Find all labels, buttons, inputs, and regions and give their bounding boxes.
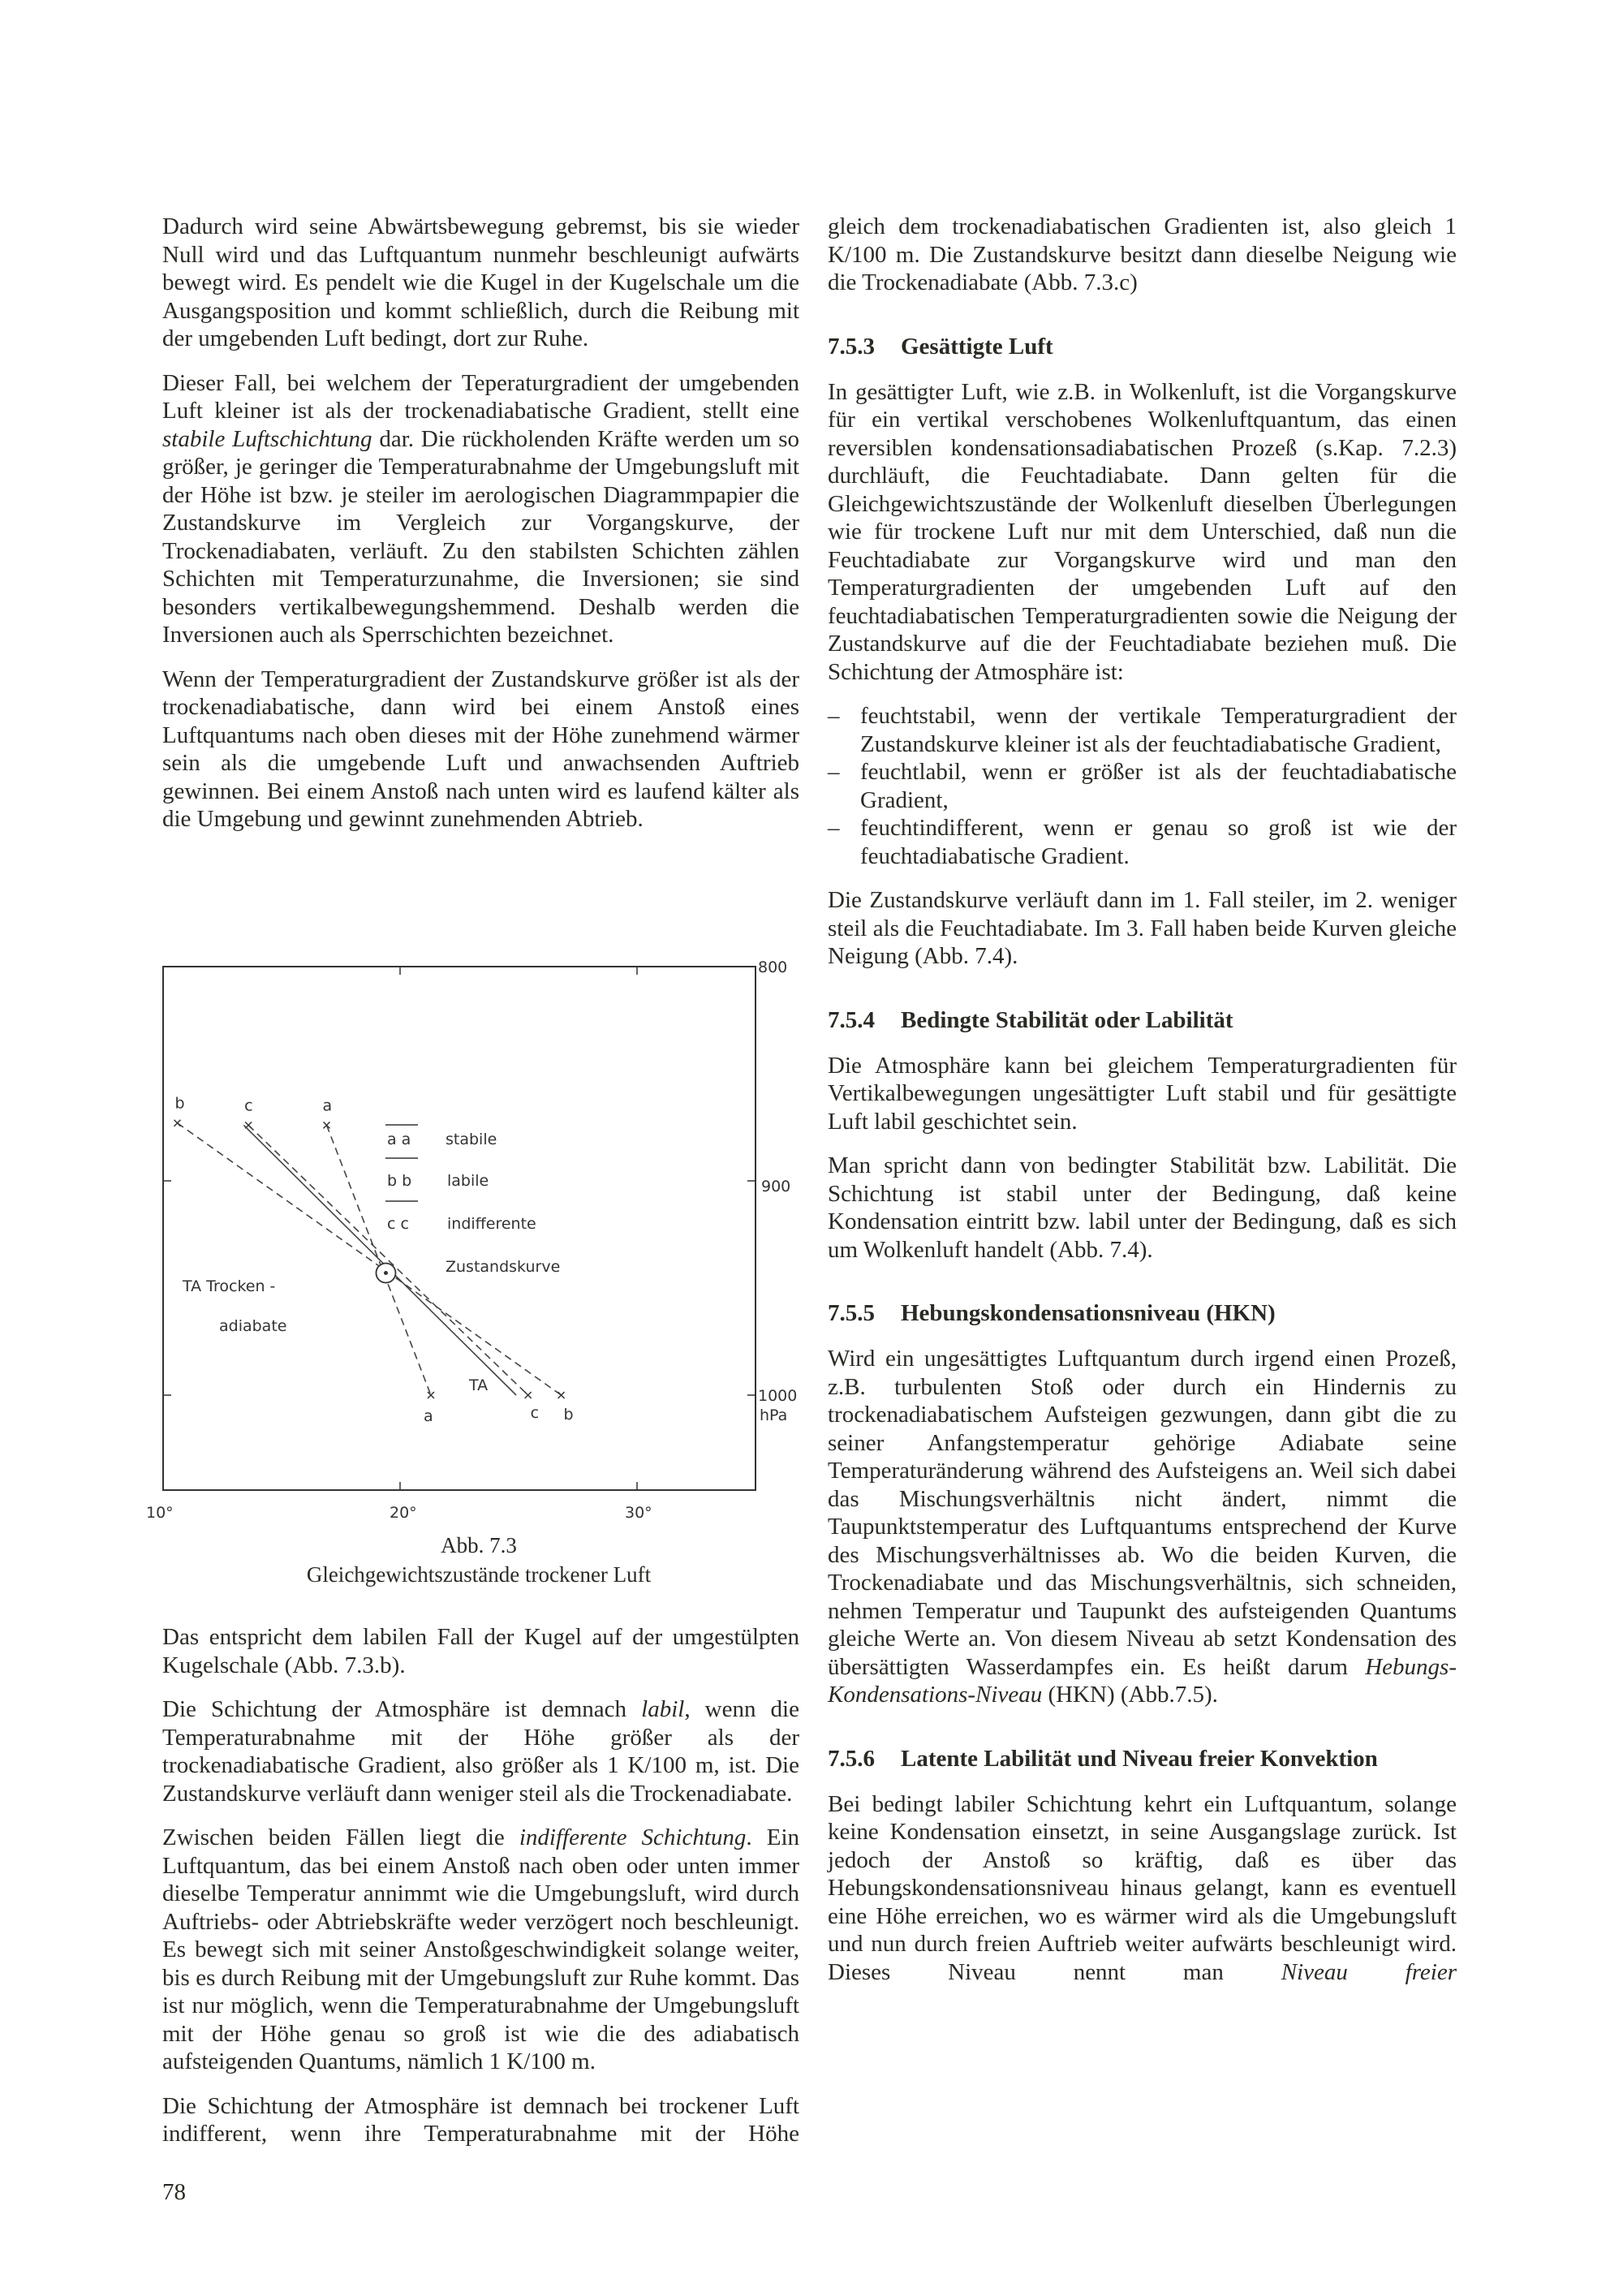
- legend-key: b b: [387, 1172, 412, 1190]
- legend-label: indifferente: [447, 1215, 536, 1233]
- emphasis: Hebungs-Kondensations-Niveau: [828, 1653, 1457, 1708]
- section-heading-7-5-4: 7.5.4 Bedingte Stabilität oder Labilität: [828, 1006, 1233, 1033]
- paragraph: Die Atmosphäre kann bei gleichem Temperaturgradienten für Vertikalbewegungen ungesättigter Luft stabil und für gesättigte Luft labil geschichtet sein.: [828, 1052, 1457, 1135]
- x-tick-label: 10°: [146, 1504, 174, 1522]
- ta-short-label: TA: [469, 1376, 489, 1394]
- ta-label: TA Trocken -: [183, 1277, 276, 1295]
- paragraph: Die Zustandskurve verläuft dann im 1. Fall steiler, im 2. weniger steil als die Feuchtadiabate. Im 3. Fall haben beide Kurven gleiche Neigung (Abb. 7.4).: [828, 887, 1457, 969]
- legend-label: labile: [447, 1172, 489, 1190]
- paragraph: Zwischen beiden Fällen liegt die indifferente Schichtung. Ein Luftquantum, das bei einem Anstoß nach oben oder unten immer dieselbe Temperatur annimmt wie die Umgebungsluft, wird durch Auftriebs- oder Abtriebskräfte weder verzögert noch beschleunigt. Es bewegt sich mit seiner Anstoßgeschwindigkeit solange weiter, bis es durch Reibung mit der Umgebungsluft zur Ruhe kommt. Das ist nur möglich, wenn die Temperaturabnahme der Umgebungsluft mit der Höhe genau so groß ist wie die des adiabatisch aufsteigenden Quantums, nämlich 1 K/100 m.: [162, 1824, 799, 2074]
- cross-marker: [558, 1392, 565, 1398]
- list-item: – feuchtindifferent, wenn er genau so groß ist wie der feuchtadiabatische Gradient.: [828, 814, 1457, 870]
- cross-marker: [174, 1120, 181, 1126]
- paragraph: Die Schichtung der Atmosphäre ist demnach bei trockener Luft indifferent, wenn ihre Temperaturabnahme mit der Höhe: [162, 2092, 799, 2147]
- paragraph: Bei bedingt labiler Schichtung kehrt ein Luftquantum, solange keine Kondensation einsetzt, in seine Ausgangslage zurück. Ist jedoch der Anstoß so kräftig, daß es über das Hebungskondensationsniveau hinaus gelangt, kann es eventuell eine Höhe erreichen, wo es wärmer wird als die Umgebungsluft und nun durch freien Auftrieb weiter aufwärts beschleunigt wird. Dieses Niveau nennt man Niveau freier: [828, 1790, 1457, 1985]
- emphasis: stabile Luftschichtung: [162, 425, 372, 452]
- point-label: c: [244, 1096, 253, 1115]
- y-tick-label: 1000: [758, 1387, 798, 1405]
- point-label: b: [174, 1094, 185, 1113]
- paragraph: In gesättigter Luft, wie z.B. in Wolkenluft, ist die Vorgangskurve für ein vertikal verschobenes Wolkenluftquantum, das einen reversiblen kondensationsadiabatischen Prozeß (s.Kap. 7.2.3) durchläuft, die Feuchtadiabate. Dann gelten für die Gleichgewichtszustände der Wolkenluft dieselben Überlegungen wie für trockene Luft nur mit dem Unterschied, daß nun die Feuchtadiabate zur Vorgangskurve wird und man den Temperaturgradienten der umgebenden Luft auf den feuchtadiabatischen Temperaturgradienten sowie die Neigung der Zustandskurve auf die der Feuchtadiabate beziehen muß. Die Schichtung der Atmosphäre ist:: [828, 378, 1457, 685]
- x-tick-label: 20°: [390, 1504, 417, 1522]
- paragraph: Man spricht dann von bedingter Stabilität bzw. Labilität. Die Schichtung ist stabil unter der Bedingung, daß keine Kondensation eintritt bzw. labil unter der Bedingung, daß es sich um Wolkenluft handelt (Abb. 7.4).: [828, 1152, 1457, 1263]
- emphasis: indifferente Schichtung: [519, 1824, 747, 1850]
- legend-key: a a: [387, 1131, 411, 1148]
- point-label: a: [423, 1407, 433, 1425]
- figure-caption: Gleichgewichtszustände trockener Luft: [306, 1562, 652, 1587]
- point-label: b: [563, 1406, 574, 1424]
- section-heading-7-5-6: 7.5.6 Latente Labilität und Niveau freier Konvektion: [828, 1745, 1378, 1772]
- paragraph: Dieser Fall, bei welchem der Teperaturgradient der umgebenden Luft kleiner ist als der trockenadiabatische Gradient, stellt eine stabile Luftschichtung dar. Die rückholenden Kräfte werden um so größer, je geringer die Temperaturabnahme der Umgebungsluft mit der Höhe ist bzw. je steiler im aerologischen Diagrammpapier die Zustandskurve im Vergleich zur Vorgangskurve, der Trockenadiabaten, verläuft. Zu den stabilsten Schichten zählen Schichten mit Temperaturzunahme, die Inversionen; sie sind besonders vertikalbewegungshemmend. Deshalb werden die Inversionen auch als Sperrschichten bezeichnet.: [162, 369, 799, 648]
- legend-label: Zustandskurve: [446, 1258, 561, 1276]
- y-unit-label: hPa: [760, 1406, 788, 1424]
- paragraph: gleich dem trockenadiabatischen Gradienten ist, also gleich 1 K/100 m. Die Zustandskurve besitzt dann dieselbe Neigung wie die Trockenadiabate (Abb. 7.3.c): [828, 213, 1457, 295]
- right-column: [828, 213, 1457, 2002]
- legend-key: c c: [387, 1215, 409, 1233]
- paragraph: Die Schichtung der Atmosphäre ist demnach labil, wenn die Temperaturabnahme mit der Höhe größer als der trockenadiabatische Gradient, also größer als 1 K/100 m, ist. Die Zustandskurve verläuft dann weniger steil als die Trockenadiabate.: [162, 1696, 799, 1807]
- left-column-top: [162, 213, 799, 850]
- point-label: a: [322, 1096, 333, 1115]
- start-point-dot: [384, 1271, 388, 1275]
- x-tick-label: 30°: [625, 1504, 652, 1522]
- section-heading-7-5-3: 7.5.3 Gesättigte Luft: [828, 333, 1053, 360]
- left-column-bottom: [162, 1623, 799, 2165]
- figure-7-3: [146, 950, 812, 1599]
- point-label: c: [530, 1404, 540, 1422]
- diagram: [146, 950, 812, 1534]
- stratification-list: [828, 702, 1457, 870]
- y-tick-label: 900: [761, 1178, 791, 1195]
- emphasis: Niveau freier: [1281, 1958, 1457, 1985]
- paragraph: Dadurch wird seine Abwärtsbewegung gebremst, bis sie wieder Null wird und das Luftquantum nunmehr beschleunigt aufwärts bewegt wird. Es pendelt wie die Kugel in der Kugelschale um die Ausgangsposition und kommt schließlich, durch die Reibung mit der umgebenden Luft bedingt, dort zur Ruhe.: [162, 213, 799, 351]
- page-number: 78: [162, 2179, 186, 2205]
- paragraph: Wenn der Temperaturgradient der Zustandskurve größer ist als der trockenadiabatische, dann wird bei einem Anstoß eines Luftquantums nach oben dieses mit der Höhe zunehmend wärmer sein als die umgebende Luft und anwachsenden Auftrieb gewinnen. Bei einem Anstoß nach unten wird es laufend kälter als die Umgebung und gewinnt zunehmenden Abtrieb.: [162, 666, 799, 832]
- cross-marker: [323, 1122, 329, 1128]
- section-heading-7-5-5: 7.5.5 Hebungskondensationsniveau (HKN): [828, 1300, 1276, 1326]
- emphasis: labil: [641, 1696, 685, 1722]
- series-line-a: [326, 1125, 430, 1395]
- cross-marker: [428, 1392, 434, 1398]
- cross-marker: [525, 1392, 532, 1398]
- paragraph: Das entspricht dem labilen Fall der Kugel auf der umgestülpten Kugelschale (Abb. 7.3.b).: [162, 1624, 799, 1678]
- list-item: – feuchtlabil, wenn er größer ist als der feuchtadiabatische Gradient,: [828, 758, 1457, 814]
- legend-label: stabile: [446, 1131, 497, 1148]
- y-tick-label: 800: [758, 958, 788, 976]
- list-item: – feuchtstabil, wenn der vertikale Temperaturgradient der Zustandskurve kleiner ist als der feuchtadiabatische Gradient,: [828, 702, 1457, 758]
- paragraph: Wird ein ungesättigtes Luftquantum durch irgend einen Prozeß, z.B. turbulenten Stoß oder durch ein Hindernis zu trockenadiabatischem Aufsteigen gezwungen, dann gibt die zu seiner Anfangstemperatur gehörige Adiabate seine Temperaturänderung während des Aufsteigens an. Weil sich dabei das Mischungsverhältnis nicht ändert, nimmt die Taupunktstemperatur des Luftquantums entsprechend der Kurve des Mischungsverhältnisses ab. Wo die beiden Kurven, die Trockenadiabate und das Mischungsverhältnis, sich schneiden, nehmen Temperatur und Taupunkt des aufsteigenden Quantums gleiche Werte an. Von diesem Niveau ab setzt Kondensation des übersättigten Wasserdampfes ein. Es heißt darum Hebungs-Kondensations-Niveau (HKN) (Abb.7.5).: [828, 1346, 1457, 1708]
- figure-number: Abb. 7.3: [441, 1533, 517, 1557]
- ta-label: adiabate: [219, 1317, 287, 1335]
